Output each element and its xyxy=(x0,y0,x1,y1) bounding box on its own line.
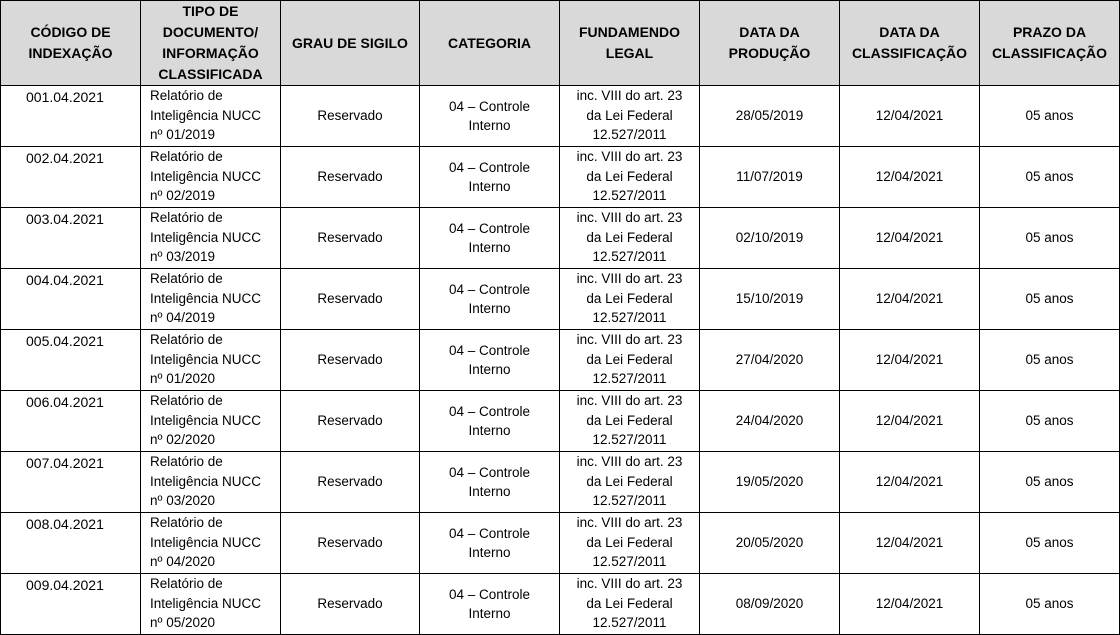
cell-tipo xyxy=(141,391,281,452)
cell-tipo xyxy=(141,513,281,574)
cell-line: Interno xyxy=(468,362,511,377)
cell-categoria xyxy=(420,513,560,574)
cell-line: inc. VIII do art. 23 xyxy=(576,576,683,591)
cell-line: 12.527/2011 xyxy=(592,310,667,325)
table-row xyxy=(1,574,1120,635)
cell-line: inc. VIII do art. 23 xyxy=(576,210,683,225)
cell-grau: Reservado xyxy=(281,513,420,574)
cell-line: nº 01/2019 xyxy=(150,127,215,142)
cell-data-producao: 15/10/2019 xyxy=(700,269,840,330)
cell-tipo xyxy=(141,574,281,635)
cell-line: nº 03/2019 xyxy=(150,249,215,264)
cell-data-producao: 11/07/2019 xyxy=(700,147,840,208)
cell-line: 04 – Controle xyxy=(448,281,531,297)
cell-line: da Lei Federal xyxy=(586,107,673,123)
cell-line: da Lei Federal xyxy=(586,290,673,306)
cell-line: Interno xyxy=(468,179,511,194)
cell-grau: Reservado xyxy=(281,574,420,635)
cell-data-classificacao: 12/04/2021 xyxy=(840,330,980,391)
cell-prazo: 05 anos xyxy=(980,452,1120,513)
table-row xyxy=(1,86,1120,147)
cell-line: da Lei Federal xyxy=(586,351,673,367)
cell-line: Interno xyxy=(468,240,511,255)
header-categoria xyxy=(420,1,560,86)
cell-categoria xyxy=(420,208,560,269)
cell-line: inc. VIII do art. 23 xyxy=(576,332,683,347)
cell-grau: Reservado xyxy=(281,86,420,147)
cell-line: Relatório de xyxy=(150,515,223,530)
cell-line: 12.527/2011 xyxy=(592,432,667,447)
cell-line: Interno xyxy=(468,301,511,316)
cell-categoria xyxy=(420,147,560,208)
cell-codigo: 002.04.2021 xyxy=(1,147,141,208)
cell-prazo: 05 anos xyxy=(980,391,1120,452)
cell-codigo: 003.04.2021 xyxy=(1,208,141,269)
header-line: LEGAL xyxy=(605,45,654,61)
header-data-producao xyxy=(700,1,840,86)
header-data-classificacao xyxy=(840,1,980,86)
cell-line: Relatório de xyxy=(150,393,223,408)
header-grau xyxy=(281,1,420,86)
cell-line: Interno xyxy=(468,545,511,560)
header-row xyxy=(1,1,1120,86)
cell-line: 04 – Controle xyxy=(448,220,531,236)
table-row xyxy=(1,391,1120,452)
header-line: CLASSIFICAÇÃO xyxy=(991,45,1108,61)
cell-line: nº 03/2020 xyxy=(150,493,215,508)
cell-line: Inteligência NUCC xyxy=(150,595,262,611)
cell-tipo xyxy=(141,452,281,513)
cell-line: Interno xyxy=(468,484,511,499)
cell-line: inc. VIII do art. 23 xyxy=(576,88,683,103)
cell-line: inc. VIII do art. 23 xyxy=(576,271,683,286)
header-line: DOCUMENTO/ xyxy=(162,24,259,40)
cell-line: Relatório de xyxy=(150,576,223,591)
cell-line: 04 – Controle xyxy=(448,464,531,480)
cell-tipo xyxy=(141,147,281,208)
cell-line: inc. VIII do art. 23 xyxy=(576,393,683,408)
header-prazo xyxy=(980,1,1120,86)
header-codigo xyxy=(1,1,141,86)
cell-data-classificacao: 12/04/2021 xyxy=(840,513,980,574)
cell-data-classificacao: 12/04/2021 xyxy=(840,147,980,208)
cell-codigo: 007.04.2021 xyxy=(1,452,141,513)
header-line: DATA DA xyxy=(879,24,940,40)
table-body xyxy=(1,86,1120,635)
header-line: CÓDIGO DE xyxy=(30,24,111,40)
header-line: CATEGORIA xyxy=(448,34,531,51)
cell-grau: Reservado xyxy=(281,452,420,513)
cell-tipo xyxy=(141,269,281,330)
table-row xyxy=(1,452,1120,513)
cell-line: Inteligência NUCC xyxy=(150,168,262,184)
cell-line: da Lei Federal xyxy=(586,595,673,611)
cell-line: da Lei Federal xyxy=(586,168,673,184)
cell-line: 12.527/2011 xyxy=(592,249,667,264)
cell-codigo: 009.04.2021 xyxy=(1,574,141,635)
cell-data-producao: 20/05/2020 xyxy=(700,513,840,574)
table-row xyxy=(1,147,1120,208)
cell-line: nº 02/2019 xyxy=(150,188,215,203)
cell-prazo: 05 anos xyxy=(980,574,1120,635)
cell-line: 04 – Controle xyxy=(448,342,531,358)
cell-line: 04 – Controle xyxy=(448,403,531,419)
cell-line: nº 02/2020 xyxy=(150,432,215,447)
cell-prazo: 05 anos xyxy=(980,513,1120,574)
cell-line: 12.527/2011 xyxy=(592,127,667,142)
cell-line: Inteligência NUCC xyxy=(150,534,262,550)
cell-tipo xyxy=(141,330,281,391)
table-row xyxy=(1,208,1120,269)
cell-line: Relatório de xyxy=(150,88,223,103)
cell-categoria xyxy=(420,86,560,147)
cell-categoria xyxy=(420,269,560,330)
cell-fundamento xyxy=(560,574,700,635)
cell-tipo xyxy=(141,86,281,147)
table-row xyxy=(1,513,1120,574)
cell-fundamento xyxy=(560,269,700,330)
cell-data-producao: 24/04/2020 xyxy=(700,391,840,452)
cell-line: Inteligência NUCC xyxy=(150,412,262,428)
header-fundamento xyxy=(560,1,700,86)
cell-fundamento xyxy=(560,208,700,269)
cell-line: nº 05/2020 xyxy=(150,615,215,630)
header-line: GRAU DE SIGILO xyxy=(292,34,408,51)
cell-fundamento xyxy=(560,452,700,513)
cell-line: 12.527/2011 xyxy=(592,493,667,508)
cell-prazo: 05 anos xyxy=(980,86,1120,147)
cell-data-producao: 19/05/2020 xyxy=(700,452,840,513)
cell-data-classificacao: 12/04/2021 xyxy=(840,86,980,147)
cell-line: Inteligência NUCC xyxy=(150,290,262,306)
cell-fundamento xyxy=(560,330,700,391)
cell-line: nº 04/2020 xyxy=(150,554,215,569)
cell-line: 12.527/2011 xyxy=(592,554,667,569)
cell-line: da Lei Federal xyxy=(586,412,673,428)
header-line: INFORMAÇÃO xyxy=(162,45,259,61)
header-line: CLASSIFICADA xyxy=(158,66,263,82)
cell-prazo: 05 anos xyxy=(980,208,1120,269)
table-header xyxy=(1,1,1120,86)
header-line: TIPO DE xyxy=(182,3,239,19)
cell-line: da Lei Federal xyxy=(586,473,673,489)
cell-codigo: 006.04.2021 xyxy=(1,391,141,452)
cell-line: 12.527/2011 xyxy=(592,615,667,630)
cell-line: 04 – Controle xyxy=(448,525,531,541)
cell-line: Relatório de xyxy=(150,149,223,164)
cell-line: 04 – Controle xyxy=(448,159,531,175)
cell-prazo: 05 anos xyxy=(980,147,1120,208)
cell-codigo: 001.04.2021 xyxy=(1,86,141,147)
cell-line: Interno xyxy=(468,606,511,621)
cell-categoria xyxy=(420,391,560,452)
cell-grau: Reservado xyxy=(281,269,420,330)
header-line: DATA DA xyxy=(739,24,800,40)
cell-categoria xyxy=(420,330,560,391)
cell-grau: Reservado xyxy=(281,330,420,391)
cell-codigo: 008.04.2021 xyxy=(1,513,141,574)
cell-fundamento xyxy=(560,86,700,147)
header-line: FUNDAMENDO xyxy=(578,24,681,40)
cell-tipo xyxy=(141,208,281,269)
cell-line: Inteligência NUCC xyxy=(150,229,262,245)
cell-grau: Reservado xyxy=(281,208,420,269)
cell-categoria xyxy=(420,452,560,513)
cell-line: inc. VIII do art. 23 xyxy=(576,515,683,530)
cell-data-classificacao: 12/04/2021 xyxy=(840,452,980,513)
cell-line: Relatório de xyxy=(150,454,223,469)
cell-data-producao: 02/10/2019 xyxy=(700,208,840,269)
cell-line: Relatório de xyxy=(150,271,223,286)
cell-line: Relatório de xyxy=(150,332,223,347)
header-line: CLASSIFICAÇÃO xyxy=(851,45,968,61)
cell-line: 04 – Controle xyxy=(448,98,531,114)
cell-codigo: 004.04.2021 xyxy=(1,269,141,330)
cell-data-producao: 28/05/2019 xyxy=(700,86,840,147)
cell-grau: Reservado xyxy=(281,147,420,208)
cell-line: inc. VIII do art. 23 xyxy=(576,454,683,469)
cell-categoria xyxy=(420,574,560,635)
cell-prazo: 05 anos xyxy=(980,269,1120,330)
cell-line: 04 – Controle xyxy=(448,586,531,602)
cell-data-producao: 27/04/2020 xyxy=(700,330,840,391)
table-row xyxy=(1,269,1120,330)
cell-data-classificacao: 12/04/2021 xyxy=(840,391,980,452)
cell-line: Interno xyxy=(468,423,511,438)
cell-prazo: 05 anos xyxy=(980,330,1120,391)
cell-line: Inteligência NUCC xyxy=(150,473,262,489)
cell-line: da Lei Federal xyxy=(586,229,673,245)
cell-line: Relatório de xyxy=(150,210,223,225)
cell-line: nº 04/2019 xyxy=(150,310,215,325)
cell-data-classificacao: 12/04/2021 xyxy=(840,574,980,635)
cell-line: 12.527/2011 xyxy=(592,371,667,386)
cell-line: nº 01/2020 xyxy=(150,371,215,386)
header-line: INDEXAÇÃO xyxy=(28,45,113,61)
cell-data-classificacao: 12/04/2021 xyxy=(840,208,980,269)
header-line: PRAZO DA xyxy=(1012,24,1087,40)
table-row xyxy=(1,330,1120,391)
cell-line: da Lei Federal xyxy=(586,534,673,550)
header-tipo xyxy=(141,1,281,86)
cell-data-classificacao: 12/04/2021 xyxy=(840,269,980,330)
cell-fundamento xyxy=(560,513,700,574)
cell-line: Inteligência NUCC xyxy=(150,107,262,123)
cell-line: 12.527/2011 xyxy=(592,188,667,203)
cell-line: Inteligência NUCC xyxy=(150,351,262,367)
cell-line: Interno xyxy=(468,118,511,133)
header-line: PRODUÇÃO xyxy=(728,45,811,61)
cell-line: inc. VIII do art. 23 xyxy=(576,149,683,164)
cell-fundamento xyxy=(560,391,700,452)
cell-codigo: 005.04.2021 xyxy=(1,330,141,391)
cell-fundamento xyxy=(560,147,700,208)
cell-data-producao: 08/09/2020 xyxy=(700,574,840,635)
cell-grau: Reservado xyxy=(281,391,420,452)
